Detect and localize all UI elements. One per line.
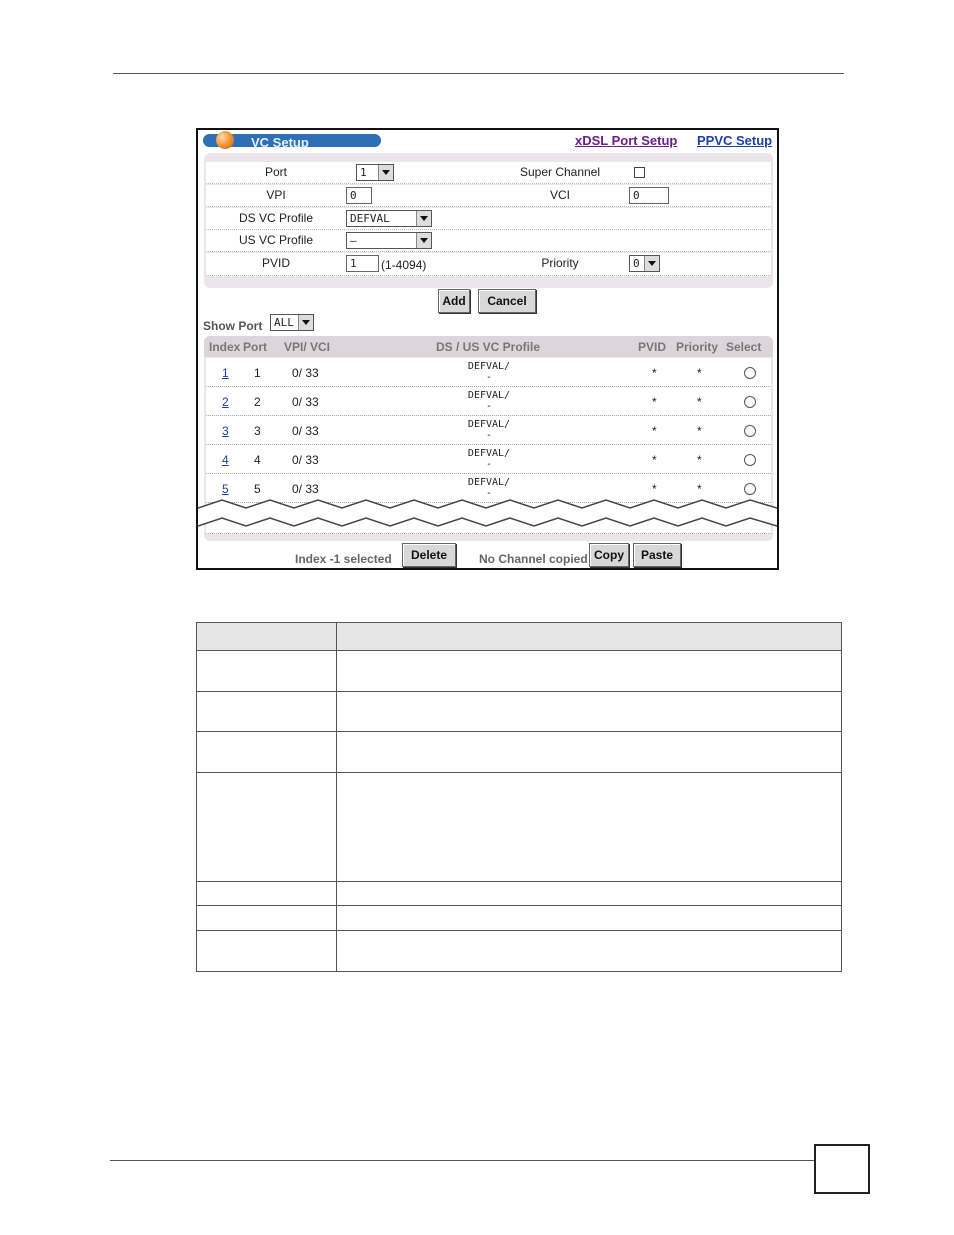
- chevron-down-icon: [378, 165, 393, 180]
- orb-icon: [216, 131, 234, 149]
- chevron-down-icon: [416, 233, 431, 248]
- row-index-link[interactable]: 4: [222, 453, 229, 467]
- page-header-rule: [113, 73, 844, 74]
- pvid-range-hint: (1-4094): [381, 258, 427, 272]
- page-number-box: [814, 1144, 870, 1194]
- row-priority: *: [697, 366, 702, 380]
- port-select[interactable]: [356, 164, 394, 181]
- ds-profile-value: DEFVAL: [350, 212, 390, 225]
- row-priority: *: [697, 395, 702, 409]
- pvid-input[interactable]: 1: [346, 255, 379, 272]
- super-channel-label: Super Channel: [519, 165, 601, 179]
- chevron-down-icon: [416, 211, 431, 226]
- us-profile-value: –: [350, 234, 357, 247]
- us-profile-label: US VC Profile: [238, 233, 314, 247]
- table-row: [206, 358, 771, 387]
- copy-button[interactable]: Copy: [589, 543, 629, 567]
- paste-button[interactable]: Paste: [633, 543, 681, 567]
- row-port: 5: [254, 482, 261, 496]
- copied-status: No Channel copied: [479, 552, 588, 566]
- row-vpi-vci: 0/ 33: [292, 366, 319, 380]
- row-index-link[interactable]: 5: [222, 482, 229, 496]
- col-vpi-vci: VPI/ VCI: [284, 340, 331, 354]
- selected-status: Index -1 selected: [295, 552, 392, 566]
- row-port: 2: [254, 395, 261, 409]
- priority-label: Priority: [541, 256, 579, 270]
- row-priority: *: [697, 424, 702, 438]
- torn-edge-divider: [198, 498, 777, 534]
- row-ds-profile: DEFVAL/: [467, 361, 511, 372]
- chevron-down-icon: [298, 315, 313, 330]
- vci-label: VCI: [549, 188, 570, 202]
- row-priority: *: [697, 453, 702, 467]
- row-profile: [466, 477, 512, 499]
- panel-title: VC Setup: [251, 135, 309, 150]
- row-select-radio[interactable]: [744, 425, 756, 437]
- row-select-radio[interactable]: [744, 396, 756, 408]
- table-row: [197, 651, 841, 692]
- row-index-link[interactable]: 3: [222, 424, 229, 438]
- row-select-radio[interactable]: [744, 454, 756, 466]
- field-description-table: [196, 622, 842, 972]
- show-port-value: ALL: [274, 316, 294, 329]
- row-select-radio[interactable]: [744, 367, 756, 379]
- row-index-link[interactable]: 2: [222, 395, 229, 409]
- vc-table-header: [204, 336, 773, 357]
- port-label: Port: [264, 165, 287, 179]
- vc-setup-screenshot: [196, 128, 779, 570]
- table-row: [197, 692, 841, 732]
- row-profile: [466, 361, 512, 383]
- port-select-value: 1: [360, 166, 367, 179]
- column-divider: [336, 623, 337, 971]
- row-pvid: *: [652, 482, 657, 496]
- row-profile: [466, 419, 512, 441]
- super-channel-checkbox[interactable]: [634, 167, 645, 178]
- form-row-vpi: [206, 185, 771, 207]
- row-us-profile: -: [485, 430, 493, 441]
- show-port-select[interactable]: [270, 314, 314, 331]
- row-us-profile: -: [485, 372, 493, 383]
- row-priority: *: [697, 482, 702, 496]
- row-vpi-vci: 0/ 33: [292, 453, 319, 467]
- priority-select[interactable]: [629, 255, 660, 272]
- ds-profile-label: DS VC Profile: [238, 211, 314, 225]
- row-port: 3: [254, 424, 261, 438]
- row-pvid: *: [652, 395, 657, 409]
- row-profile: [466, 390, 512, 412]
- row-ds-profile: DEFVAL/: [467, 390, 511, 401]
- row-vpi-vci: 0/ 33: [292, 395, 319, 409]
- form-row-port: [206, 162, 771, 184]
- form-row-us-profile: [206, 230, 771, 252]
- add-button[interactable]: Add: [438, 289, 470, 313]
- row-port: 4: [254, 453, 261, 467]
- table-row: [197, 773, 841, 882]
- col-index: Index: [209, 340, 241, 354]
- table-row: [197, 732, 841, 773]
- chevron-down-icon: [644, 256, 659, 271]
- table-header-row: [197, 623, 841, 651]
- row-pvid: *: [652, 424, 657, 438]
- row-pvid: *: [652, 366, 657, 380]
- row-vpi-vci: 0/ 33: [292, 482, 319, 496]
- table-row: [206, 416, 771, 445]
- row-port: 1: [254, 366, 261, 380]
- table-row: [206, 445, 771, 474]
- col-select: Select: [726, 340, 762, 354]
- row-ds-profile: DEFVAL/: [467, 448, 511, 459]
- table-row: [197, 906, 841, 931]
- row-select-radio[interactable]: [744, 483, 756, 495]
- row-us-profile: -: [485, 488, 493, 499]
- row-pvid: *: [652, 453, 657, 467]
- show-port-label: Show Port: [203, 319, 263, 333]
- vpi-input[interactable]: 0: [346, 187, 372, 204]
- row-ds-profile: DEFVAL/: [467, 419, 511, 430]
- row-us-profile: -: [485, 459, 493, 470]
- col-priority: Priority: [676, 340, 719, 354]
- us-profile-select[interactable]: [346, 232, 432, 249]
- delete-button[interactable]: Delete: [402, 543, 456, 567]
- form-row-pvid: [206, 253, 771, 276]
- pvid-label: PVID: [261, 256, 290, 270]
- table-row: [206, 387, 771, 416]
- cancel-button[interactable]: Cancel: [478, 289, 536, 313]
- xdsl-port-setup-link[interactable]: xDSL Port Setup: [575, 133, 678, 148]
- table-row: [197, 882, 841, 906]
- ppvc-setup-link[interactable]: PPVC Setup: [697, 133, 773, 148]
- row-us-profile: -: [485, 401, 493, 412]
- vpi-label: VPI: [266, 188, 286, 202]
- page-footer-rule: [110, 1160, 815, 1161]
- col-pvid: PVID: [638, 340, 667, 354]
- vci-input[interactable]: 0: [629, 187, 669, 204]
- row-index-link[interactable]: 1: [222, 366, 229, 380]
- col-profile: DS / US VC Profile: [436, 340, 541, 354]
- form-row-ds-profile: [206, 208, 771, 230]
- priority-value: 0: [633, 257, 640, 270]
- col-port: Port: [243, 340, 267, 354]
- vc-form: [204, 153, 773, 288]
- ds-profile-select[interactable]: [346, 210, 432, 227]
- row-ds-profile: DEFVAL/: [467, 477, 511, 488]
- row-profile: [466, 448, 512, 470]
- row-vpi-vci: 0/ 33: [292, 424, 319, 438]
